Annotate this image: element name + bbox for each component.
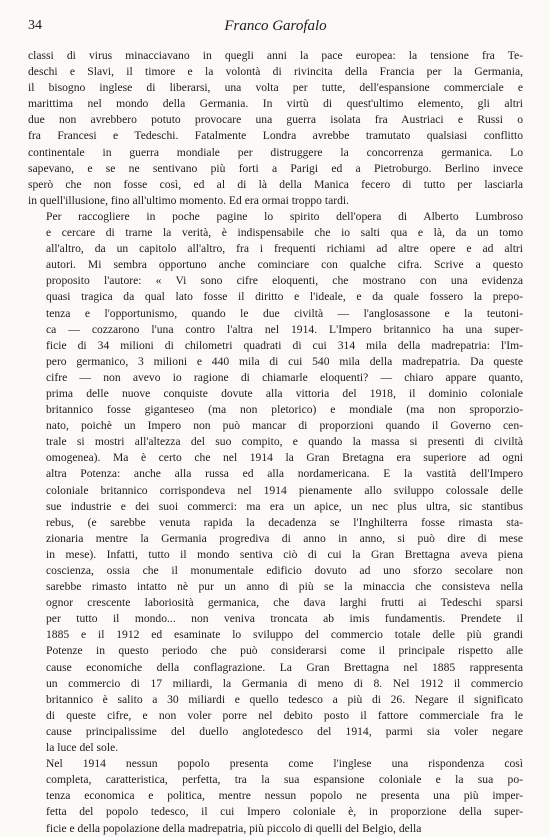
text-line: ca — cozzarono l'una contro l'altra nel 1914. L'Impero britannico ha una super- (46, 322, 523, 336)
text-line: all'altro, da un capitolo all'altro, fra i frequenti richiami ad altre opere e ad altri (46, 242, 523, 256)
text-line: un commercio di 17 miliardi, la Germania di meno di 8. Nel 1912 il commercio (46, 676, 523, 690)
text-line: deschi e Slavi, il timore e la volontà di rivincita della Francia per la Germania, (28, 65, 523, 79)
text-line: sperò che non fosse così, ed al di là della Manica fecero di tutto per lasciarla (28, 177, 523, 191)
text-line: pero germanico, 3 milioni e 440 mila di cui 540 mila della madrepatria. Da queste (46, 354, 523, 368)
text-line: britannico è salito a 30 miliardi e quello tedesco a più di 26. Negare il significato (46, 692, 523, 706)
text-line: fetta del popolo tedesco, il cui Impero coloniale è, in proporzione della super- (46, 805, 523, 819)
text-line: autori. Mi sembra opportuno anche cominciare con qualche cifra. Scrive a questo (46, 258, 523, 272)
text-line: il bisogno inglese di liberarsi, una volta per tutte, dell'espansione commerciale e (28, 81, 523, 95)
text-line: in quell'illusione, fino all'ultimo momento. Ed era ormai troppo tardi. (28, 193, 350, 207)
text-line: cause economiche della conflagrazione. La Gran Brettagna nel 1885 rappresenta (46, 660, 523, 674)
text-line: rebus, (e sarebbe venuta rapida la decadenza se l'Inghilterra fosse rimasta sta- (46, 515, 523, 529)
text-line: coscienza, ossia che il monumentale edificio dovuto ad uno sforzo secolare non (46, 564, 523, 577)
text-line: cifre — non avevo io ragione di chiamarle eloquenti? — chiaro appare quanto, (46, 370, 523, 384)
text-line: prima delle nuove conquiste dovute alla vittoria del 1918, il dominio coloniale (46, 386, 523, 400)
text-line: la luce del sole. (46, 741, 119, 755)
text-line: marittima nel mondo della Germania. In virtù di quest'ultimo elemento, gli altri (28, 97, 523, 111)
paragraph (28, 48, 523, 209)
text-line: quasi tragica da qual lato fosse il diritto e l'ideale, e da quale fossero la prepo- (46, 290, 523, 304)
page-header (28, 18, 523, 40)
text-line: cause principalissime del duello anglotedesco del 1914, parmi sia voler negare (46, 724, 523, 738)
text-line: nato, poichè un Impero non può mancar di proporzioni quando il Governo cen- (46, 419, 523, 433)
text-line: zionaria mentre la Germania progrediva di anno in anno, si può dire di mese (46, 531, 523, 545)
text-line: proposito l'autore: « Vi sono cifre eloquenti, che mostrano con una evidenza (46, 274, 523, 288)
text-line: britannico fosse giganteseo (ma non pletorico) e mondiale (ma non sproporzio- (46, 403, 523, 417)
text-line: ficie di 34 milioni di chilometri quadrati di cui 314 mila della madrepatria: l'Im- (46, 338, 523, 352)
text-line: Per raccogliere in poche pagine lo spirito dell'opera di Alberto Lumbroso (46, 209, 523, 223)
text-line: omogenea). Ma è certo che nel 1914 la Gran Bretagna era superiore ad ogni (46, 451, 523, 465)
text-line: classi di virus minacciavano in quegli anni la pace europea: la tensione fra Te- (28, 49, 523, 62)
text-line: sue industrie e dei suoi commerci: ma era un apice, un nec plus ultra, sic stantibus (46, 499, 523, 513)
text-line: continentale in guerra mondiale per distruggere la concorrenza germanica. Lo (28, 145, 523, 159)
body-text (28, 48, 523, 837)
text-line: sarebbe rimasto intatto nè pur un anno di più se la minaccia che consisteva nella (46, 580, 523, 594)
text-line: due non avrebbero potuto provocare una guerra isolata fra Austriaci e Russi o (28, 113, 523, 127)
text-line: tenza economica e politica, mentre nessun popolo ne presenta una più imper- (46, 789, 523, 803)
text-line: trale si mostri all'altezza del suo compito, e quando la massa si presenti di civiltà (46, 435, 523, 449)
text-line: Nel 1914 nessun popolo presenta come l'inglese una rispondenza così (46, 757, 523, 771)
text-line: completa, caratteristica, perfetta, tra la sua espansione coloniale e la sua po- (46, 773, 523, 787)
page-number: 34 (28, 18, 42, 33)
text-line: altra Potenza: anche alla russa ed alla nordamericana. E la vastità dell'Impero (46, 467, 523, 481)
text-line: e cercare di trarne la verità, è indispensabile che io salti qua e là, da un tomo (46, 226, 523, 240)
text-line: 1885 e il 1912 ed esaminate lo sviluppo del commercio totale delle più grandi (46, 628, 523, 642)
text-line: in mese). Infatti, tutto il mondo sentiva ciò di cui la Gran Brettagna aveva piena (46, 547, 523, 561)
text-line: per tutto il mondo... non veniva troncata ab imis fundamentis. Prendete il (46, 612, 523, 626)
paragraph (28, 209, 523, 756)
text-line: tenza e l'opportunismo, quando le due civiltà — l'anglosassone e la teutoni- (46, 306, 523, 320)
text-line: di queste cifre, e non voler porre nel debito posto il fattore commerciale fra le (46, 708, 523, 722)
text-line: coloniale britannico corrispondeva nel 1914 pienamente allo sviluppo colossale delle (46, 483, 523, 497)
text-line: sapevano, e se ne sentivano più forti a Parigi ed a Pietroburgo. Berlino invece (28, 161, 523, 175)
text-line: ognor crescente laboriosità germanica, che dava larghi frutti ai Tedeschi sparsi (46, 596, 523, 610)
text-line: fra Francesi e Tedeschi. Fatalmente Londra avrebbe tramutato qualsiasi conflitto (28, 129, 523, 143)
text-line: ficie e della popolazione della madrepatria, più piccolo di quelli del Belgio, della (46, 821, 422, 835)
text-line: Potenze in questo periodo che può considerarsi come il principale rispetto alle (46, 644, 523, 658)
running-title: Franco Garofalo (224, 18, 327, 34)
paragraph (28, 756, 523, 836)
